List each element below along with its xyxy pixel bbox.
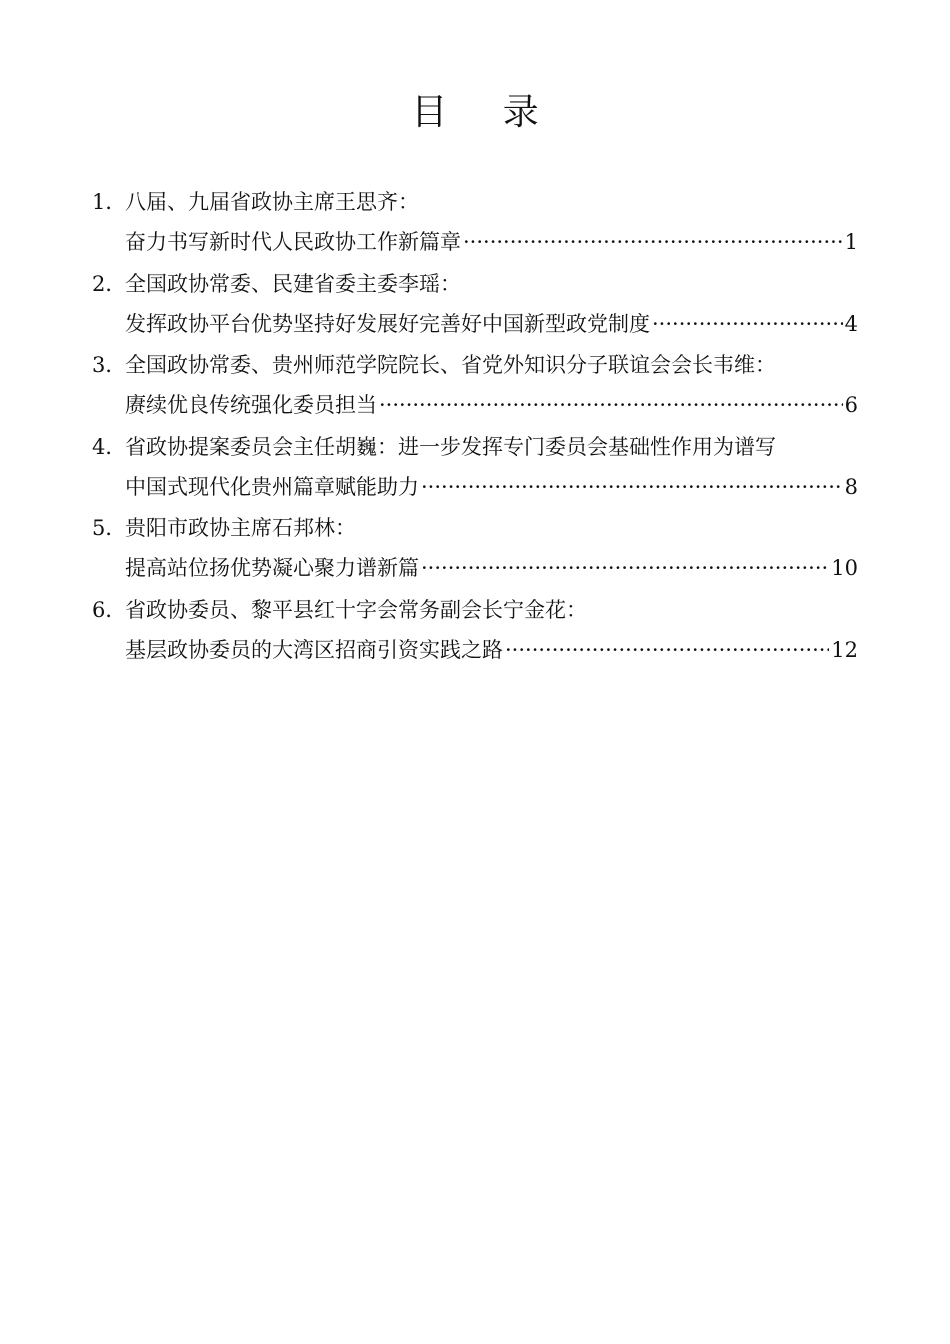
toc-title-line	[92, 385, 858, 425]
toc-entry-6[interactable]	[92, 590, 858, 670]
dot-leader	[421, 467, 843, 507]
toc-entry-title: 发挥政协平台优势坚持好发展好完善好中国新型政党制度	[125, 311, 650, 336]
toc-heading-line	[92, 590, 858, 630]
toc-entry-heading: 贵阳市政协主席石邦林：	[125, 516, 356, 540]
toc-entry-heading: 全国政协常委、贵州师范学院院长、省党外知识分子联谊会会长韦维：	[125, 353, 776, 377]
toc-entry-title: 基层政协委员的大湾区招商引资实践之路	[125, 637, 503, 662]
toc-page-number: 4	[844, 311, 858, 336]
toc-heading-line	[92, 508, 858, 548]
toc-title-line	[92, 467, 858, 507]
toc-entry-title: 提高站位扬优势凝心聚力谱新篇	[125, 556, 419, 580]
dot-leader	[505, 630, 829, 670]
toc-entry-4[interactable]	[92, 427, 858, 507]
toc-entry-number: 5．	[92, 516, 127, 540]
toc-title-line	[92, 548, 858, 588]
toc-heading-line	[92, 427, 858, 467]
toc-entry-number: 2．	[92, 271, 127, 296]
dot-leader	[652, 304, 843, 344]
toc-page-number: 1	[844, 230, 858, 254]
toc-title-line	[92, 304, 858, 344]
toc-entry-3[interactable]	[92, 345, 858, 425]
toc-entry-heading: 全国政协常委、民建省委主委李瑶：	[125, 271, 461, 296]
toc-entry-5[interactable]	[92, 508, 858, 588]
toc-entry-2[interactable]	[92, 264, 858, 344]
toc-title-line	[92, 630, 858, 670]
toc-entry-1[interactable]	[92, 182, 858, 262]
toc-heading-line	[92, 345, 858, 385]
toc-entry-title: 赓续优良传统强化委员担当	[125, 393, 377, 417]
page-title: 目 录	[411, 92, 561, 133]
toc-entry-heading: 省政协委员、黎平县红十字会常务副会长宁金花：	[125, 597, 587, 622]
toc-entry-title: 奋力书写新时代人民政协工作新篇章	[125, 230, 461, 254]
table-of-contents	[92, 182, 858, 671]
toc-entry-number: 6．	[92, 597, 127, 622]
dot-leader	[421, 548, 829, 588]
toc-page-number: 6	[844, 393, 858, 417]
toc-heading-line	[92, 264, 858, 304]
toc-title-line	[92, 222, 858, 262]
toc-heading-line	[92, 182, 858, 222]
toc-page-number: 8	[844, 474, 858, 499]
toc-entry-heading: 省政协提案委员会主任胡巍：进一步发挥专门委员会基础性作用为谱写	[125, 434, 776, 459]
dot-leader	[379, 385, 843, 425]
toc-entry-title: 中国式现代化贵州篇章赋能助力	[125, 474, 419, 499]
toc-page-number: 12	[831, 637, 858, 662]
toc-entry-heading: 八届、九届省政协主席王思齐：	[125, 190, 419, 214]
toc-entry-number: 1．	[92, 190, 127, 214]
dot-leader	[463, 222, 843, 262]
toc-page-number: 10	[831, 556, 858, 580]
toc-entry-number: 3．	[92, 353, 127, 377]
toc-entry-number: 4．	[92, 434, 127, 459]
